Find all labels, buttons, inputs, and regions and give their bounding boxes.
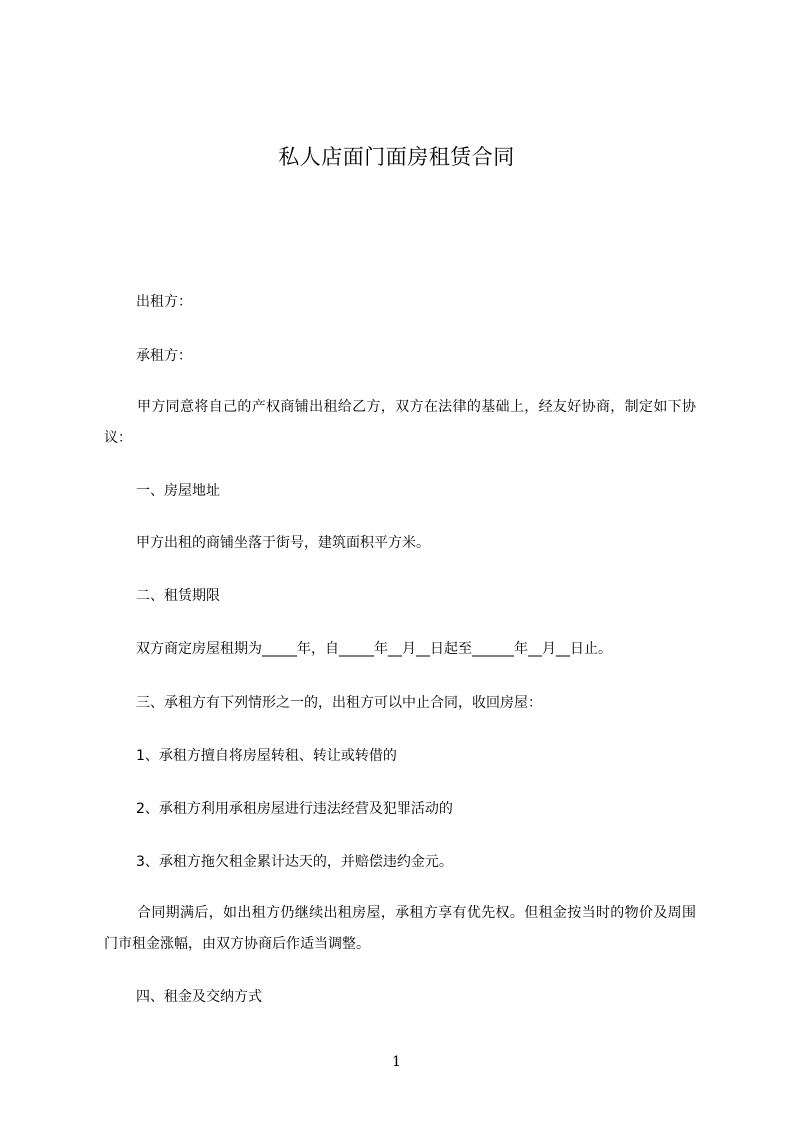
document-title: 私人店面门面房租赁合同 xyxy=(278,145,515,169)
termination-item-2: 2、承租方利用承租房屋进行违法经营及犯罪活动的 xyxy=(136,801,453,817)
termination-item-1: 1、承租方擅自将房屋转租、转让或转借的 xyxy=(136,748,397,764)
lessee-label: 承租方： xyxy=(136,348,192,364)
lessor-label: 出租方： xyxy=(136,294,192,310)
section-heading-address: 一、房屋地址 xyxy=(136,483,220,499)
page-number: 1 xyxy=(392,1054,401,1070)
termination-item-3: 3、承租方拖欠租金累计达天的，并赔偿违约金元。 xyxy=(136,854,453,870)
address-text: 甲方出租的商铺坐落于街号，建筑面积平方米。 xyxy=(136,535,430,551)
term-text: 双方商定房屋租期为_____年，自_____年__月__日起至______年__月__日止。 xyxy=(136,641,612,657)
section-heading-termination: 三、承租方有下列情形之一的，出租方可以中止合同，收回房屋： xyxy=(136,695,542,711)
renewal-paragraph: 合同期满后，如出租方仍继续出租房屋，承租方享有优先权。但租金按当时的物价及周围门市租金涨幅，由双方协商后作适当调整。 xyxy=(104,905,696,952)
section-heading-rent: 四、租金及交纳方式 xyxy=(136,989,262,1005)
section-heading-term: 二、租赁期限 xyxy=(136,588,220,604)
intro-paragraph: 甲方同意将自己的产权商铺出租给乙方，双方在法律的基础上，经友好协商，制定如下协议： xyxy=(104,399,696,446)
